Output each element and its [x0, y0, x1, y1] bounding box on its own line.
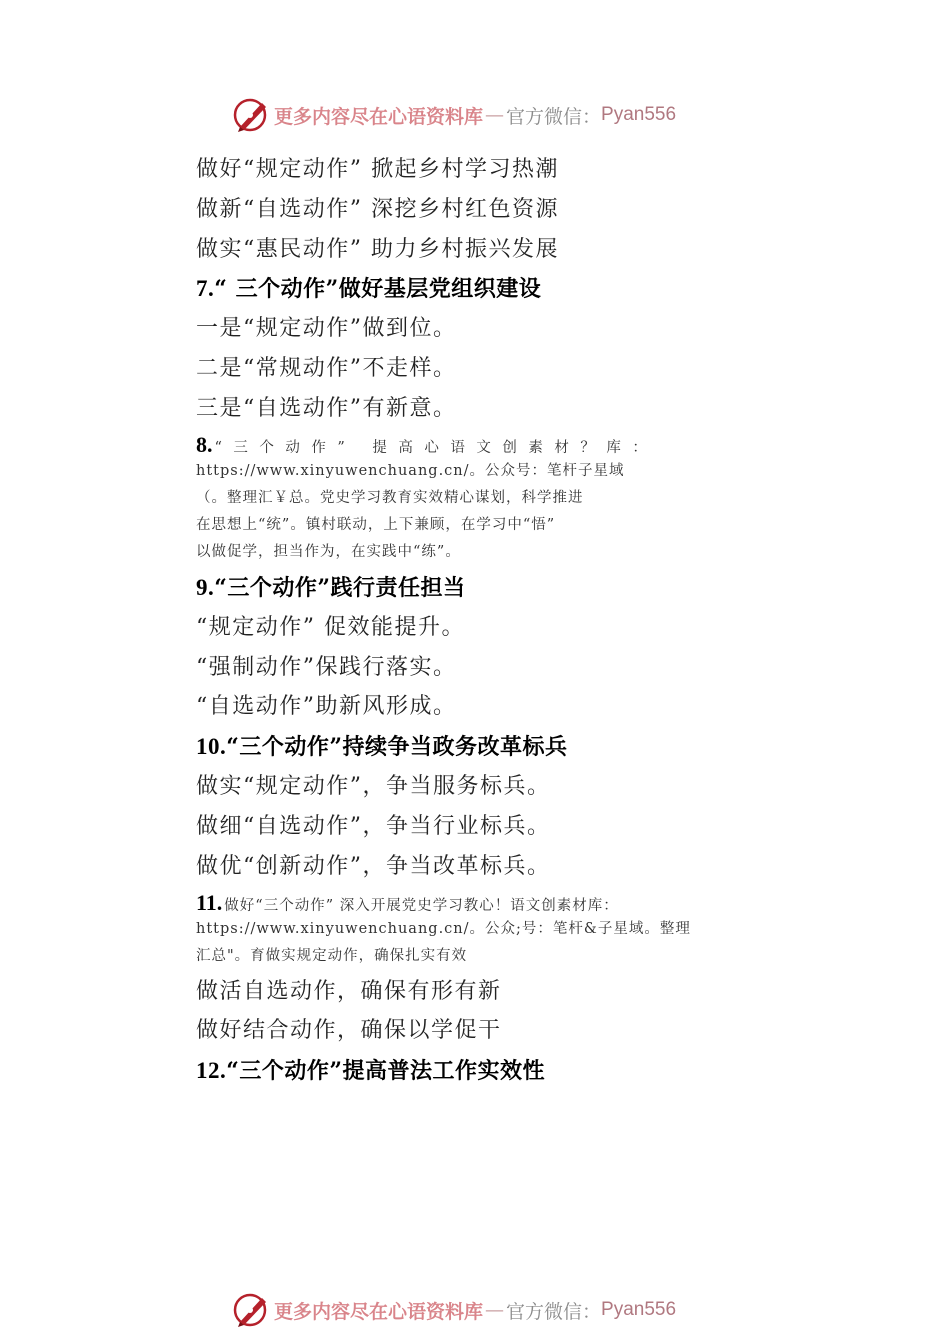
- small-line: 在思想上“统”。镇村联动，上下兼顾，在学习中“悟”: [196, 516, 556, 533]
- small-line: [196, 431, 756, 458]
- document-body: [196, 150, 756, 1091]
- text-line: “规定动作” 促效能提升。: [196, 614, 465, 640]
- small-line: [196, 889, 756, 916]
- section-heading-10: [196, 727, 756, 767]
- small-line: https://www.xinyuwenchuang.cn/。公众;号：笔杆&子星域。整理: [196, 920, 691, 937]
- small-line: 以做促学，担当作为，在实践中“练”。: [196, 543, 461, 560]
- small-text: 做好“三个动作” 深入开展党史学习教心！语文创素材库：: [224, 897, 619, 914]
- heading-number: 7.: [196, 276, 215, 302]
- banner-wechat-label: 官方微信：: [506, 1300, 602, 1323]
- banner-text: 更多内容尽在心语资料库: [274, 105, 484, 128]
- footer-banner: [232, 1290, 752, 1330]
- banner-wechat-id: Pyan556: [601, 104, 677, 125]
- text-line: “自选动作”助新风形成。: [196, 694, 457, 720]
- text-line: 做新“自选动作” 深挖乡村红色资源: [196, 196, 559, 222]
- section-heading-7: [196, 269, 756, 309]
- small-line: （。整理汇￥总。党史学习教育实效精心谋划，科学推进: [196, 489, 584, 506]
- section-heading-9: [196, 568, 756, 608]
- banner-dash: —: [485, 1299, 505, 1321]
- text-line: 三是“自选动作”有新意。: [196, 395, 457, 421]
- heading-number: 12.: [196, 1058, 227, 1084]
- pen-logo-icon: [232, 95, 272, 135]
- paragraph-number: 8.: [196, 431, 213, 457]
- banner-dash: —: [485, 104, 505, 126]
- section-heading-12: [196, 1051, 756, 1091]
- paragraph-number: 11.: [196, 889, 223, 915]
- paragraph-8: [196, 431, 756, 566]
- banner-text: 更多内容尽在心语资料库: [274, 1300, 484, 1323]
- small-line: https://www.xinyuwenchuang.cn/。公众号：笔杆子星域: [196, 462, 625, 479]
- text-line: 做活自选动作，确保有形有新: [196, 978, 502, 1004]
- text-line: 做实“规定动作”，争当服务标兵。: [196, 774, 551, 800]
- heading-title: “三个动作”持续争当政务改革标兵: [226, 734, 568, 761]
- heading-number: 10.: [196, 734, 227, 760]
- heading-title: “ 三个动作”做好基层党组织建设: [214, 276, 542, 303]
- heading-number: 9.: [196, 574, 215, 600]
- heading-title: “三个动作”践行责任担当: [214, 574, 466, 601]
- banner-wechat-id: Pyan556: [601, 1299, 677, 1320]
- text-line: 做实“惠民动作” 助力乡村振兴发展: [196, 236, 559, 262]
- header-banner: [232, 95, 752, 135]
- pen-logo-icon: [232, 1290, 272, 1330]
- text-line: 做好结合动作，确保以学促干: [196, 1018, 502, 1044]
- text-line: 做细“自选动作”，争当行业标兵。: [196, 813, 551, 839]
- text-line: “强制动作”保践行落实。: [196, 654, 457, 680]
- small-line: 汇总"。育做实规定动作，确保扎实有效: [196, 947, 468, 964]
- small-text: “三个动作” 提高心语文创素材？库：: [214, 439, 659, 456]
- text-line: 一是“规定动作”做到位。: [196, 316, 457, 342]
- text-line: 做优“创新动作”，争当改革标兵。: [196, 853, 551, 879]
- text-line: 做好“规定动作” 掀起乡村学习热潮: [196, 157, 559, 182]
- paragraph-11: [196, 889, 756, 970]
- text-line: 二是“常规动作”不走样。: [196, 356, 457, 382]
- heading-title: “三个动作”提高普法工作实效性: [226, 1058, 546, 1085]
- banner-wechat-label: 官方微信：: [506, 105, 602, 128]
